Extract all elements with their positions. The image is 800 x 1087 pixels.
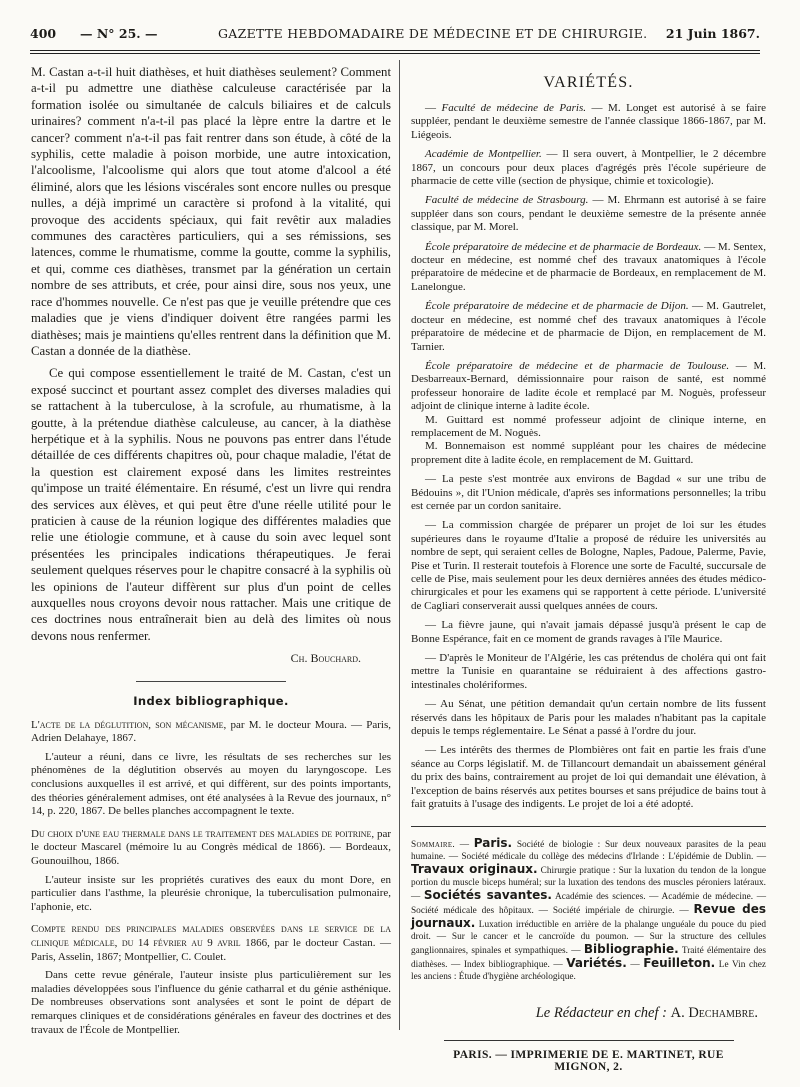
summary-heading: Paris. <box>473 835 513 850</box>
news-item: — Faculté de médecine de Paris. — M. Longet est autorisé à se faire suppléer, pendant le deuxième semestre de l'année classique 1866-1867, par M. Liégeois. <box>411 102 767 141</box>
journal-title: GAZETTE HEBDOMADAIRE DE MÉDECINE ET DE CHIRURGIE. <box>218 26 648 41</box>
summary-block: Sommaire. — Paris. Société de biologie : Sur deux nouveaux parasites de la peau humaine. — Société médicale du collège des médecins d'Irlande : L'épidémie de Dublin. — Travaux originaux. Chirurgie pratique : Sur la luxation du tendon de la longue portion du muscle biceps huméral; sur la luxation des tendons des muscles péroniers latéraux. — Sociétés savantes. Académie des sciences. — Académie de médecine. — Société médicale des hôpitaux. — Société impériale de chirurgie. — Revue des journaux. Luxation irréductible en arrière de la phalange unguéale du pouce du pied droit. — Sur le cancer et le cancroïde du poumon. — Sur la structure des cellules ganglionnaires, spinales et sympathiques. — Bibliographie. Traité élémentaire des diathèses. — Index bibliographique. — Variétés. — Feuilleton. Le Vin chez les anciens : Étude d'hygiène archéologique. <box>411 835 767 982</box>
news-item <box>411 360 766 414</box>
summary-separator <box>411 826 766 827</box>
news-item <box>411 194 766 234</box>
right-column <box>411 64 766 1073</box>
news-lead: Faculté de médecine de Paris. <box>441 102 587 114</box>
column-divider <box>399 60 400 1030</box>
news-lead: École préparatoire de médecine et de pharmacie de Bordeaux. <box>425 240 702 253</box>
issue-number: — N° 25. — <box>80 26 158 41</box>
news-item: — La commission chargée de préparer un projet de loi sur les études supérieures dans le royaume d'Italie a proposé de réduire les universités au nombre de sept, qui seraient celles de Bologne, Naples, Padoue, Palerme, Pavie, Pise et Turin. Il resterait toutefois à Florence une sorte de Faculté, succursale de celle de Pise, mais seulement pour les deux dernières années des études médico-chirurgicales et pour les examens qui se rapportent à cette période. L'université de Cagliari conserverait aussi quelques années de cours. <box>411 519 766 612</box>
news-item: M. Guittard est nommé professeur adjoint de clinique interne, en remplacement de M. Noguès. <box>411 413 766 439</box>
reference-body: L'auteur insiste sur les propriétés curatives des eaux du mont Dore, en particulier dans l'asthme, la pleurésie chronique, la tuberculisation pulmonaire, l'aphonie, etc. <box>31 873 391 913</box>
news-text: — M. Ehrmann est autorisé à se faire suppléer dans son cours, pendant le deuxième semestre de la présente année classique, par M. Morel. <box>411 194 766 234</box>
editor-label: Le Rédacteur en chef : <box>535 1004 667 1021</box>
news-item: — Les intérêts des thermes de Plombières ont fait en partie les frais d'une séance au Corps législatif. M. de Tillancourt demandait un abaissement général du prix des bains, contrairement au projet de loi qui demandait une élévation, à l'exception de bains réservés aux petites bourses et sans préjudice de bains tout à fait gratuits à l'usage des indigents. Le projet de loi a été adopté. <box>411 744 766 811</box>
reference-title: Compte rendu des principales maladies observées dans le service de la clinique médicale, du 14 février au 9 avril 1866, <box>31 923 391 949</box>
article-paragraph: M. Castan a-t-il huit diathèses, et huit diathèses seulement? Comment a-t-il pu admettre une diathèse calculeuse caractérisée par la formation isolée ou simultanée de calculs biliaires et de calculs urinaires? comment n'a-t-il pas placé la lèpre entre la dartre et le cancer? comment n'a-t-il pas fait rentrer dans son étude, à côté de la syphilis, cette maladie à poison morbide, une autre intoxication, l'alcoolisme, l'alcoolisme qui alors que tout atome d'alcool a été éliminé, alors que les lésions viscérales sont encore nulles ou presque nulles, a déjà imprimé un caractère si profond à la vitalité, qui provoque des accidents spéciaux, qui fait revêtir aux maladies communes des caractères particuliers, qui a ses rémissions, ses latences, comme le rhumatisme, comme la goutte, comme la syphilis, et qui, comme ces diathèses, transmet par la génération un certain nombre de ses attributs, et crée, pour ainsi dire, sous nos yeux, une race d'hommes nouvelle. Ce n'est pas que je veuille prétendre que ces maladies que je viens d'indiquer doivent être rangées parmi les diathèses; mais je maintiens qu'elles rentrent dans la définition que M. Castan a donnée de la diathèse. <box>31 65 391 358</box>
news-lead: Faculté de médecine de Strasbourg. <box>425 194 589 207</box>
editor-name: A. Dechambre. <box>670 1004 758 1021</box>
news-item: — La fièvre jaune, qui n'avait jamais dépassé jusqu'à présent le cap de Bonne Espérance, fait en ce moment de grands ravages à l'île Maurice. <box>411 619 766 645</box>
reference-entry <box>31 719 391 819</box>
news-text: — M. Desbarreaux-Bernard, démissionnaire pour raison de santé, est nommé professeur honoraire de ladite école et remplacé par M. Noguès, professeur adjoint de clinique interne à ladite école. <box>411 359 766 413</box>
review-article <box>31 64 391 667</box>
news-item: — D'après le Moniteur de l'Algérie, les cas prétendus de choléra qui ont fait mettre la Tunisie en quarantaine se réduiraient à des affections gastro-intestinales cholériformes. <box>411 652 766 691</box>
reference-body: L'auteur a réuni, dans ce livre, les résultats de ses recherches sur les phénomènes de la déglutition observés au moyen du laryngoscope. Les conclusions auxquelles il est arrivé, et qui diffèrent, sur des points importants, des théories généralement admises, ont été analysées à la Revue des journaux, n° 14, p. 220, 1867. De belles planches accompagnent le texte. <box>31 750 391 818</box>
summary-heading: Bibliographie. <box>583 941 679 956</box>
news-lead: École préparatoire de médecine et de pharmacie de Dijon. <box>425 300 689 313</box>
summary-heading: Feuilleton. <box>643 955 716 970</box>
editor-line <box>411 1005 766 1022</box>
reference-body: Dans cette revue générale, l'auteur insiste plus particulièrement sur les maladies développées sous l'influence du génie catharral et du génie asthénique. De nombreuses observations sont analysées et sont le point de départ de remarques cliniques et de considérations générales en faveur des doctrines et des travaux de l'École de Montpellier. <box>31 969 391 1036</box>
news-item: — La peste s'est montrée aux environs de Bagdad « sur une tribu de Bédouins », dit l'Union médicale, d'après ses informations personnelles; la tribu est cernée par un cordon sanitaire. <box>411 473 766 512</box>
news-lead: Académie de Montpellier. <box>425 148 542 161</box>
header-rule <box>30 50 760 51</box>
reference-citation: par M. le docteur Moura. — Paris, Adrien Delahaye, 1867. <box>31 718 392 745</box>
news-item <box>411 148 766 188</box>
summary-heading: Variétés. <box>566 955 627 970</box>
printer-imprint: PARIS. — IMPRIMERIE DE E. MARTINET, RUE MIGNON, 2. <box>444 1040 734 1073</box>
news-lead: École préparatoire de médecine et de pharmacie de Toulouse. <box>425 359 730 372</box>
article-signature: Ch. Bouchard. <box>290 651 361 666</box>
left-column <box>31 64 391 1046</box>
reference-entry <box>31 923 391 1037</box>
reference-citation: par le docteur Castan. — Paris, Asselin, 1867; Montpellier, C. Coulet. <box>31 936 392 963</box>
summary-heading: Travaux originaux. <box>411 861 538 876</box>
summary-heading: Revue des journaux. <box>411 901 766 930</box>
reference-title: L'acte de la déglutition, son mécanisme, <box>31 718 227 731</box>
article-paragraph: Ce qui compose essentiellement le traité de M. Castan, c'est un exposé succinct et pourtant assez complet des diverses maladies qui se rattachent à la tuberculose, à la scrofule, au rhumatisme, à la goutte, à la prétendue diathèse calculeuse, au cancer, à la diathèse herpétique et à la syphilis. Nous ne pouvons pas entrer dans l'étude détaillée de ces différents chapitres où, pour chaque maladie, l'état de la question est clairement exposé dans les limites restreintes qu'impose un traité élémentaire. En résumé, c'est un livre qui rendra des services aux élèves, et qui peut être d'une réelle utilité pour le praticien à cause de la réunion logique des différentes maladies que relie une étiologie commune, et à cause du soin avec lequel sont présentées les principales indications thérapeutiques. Je ferai seulement quelques réserves pour le chapitre consacré à la syphilis où les opinions de l'auteur diffèrent sur plus d'un point de celles auxquelles nous croyons devoir nous rattacher. Mais une critique de ces doctrines nous entraînerait bien au delà des limites où nous devons nous renfermer. <box>31 366 391 643</box>
news-text: — M. Gautrelet, docteur en médecine, est nommé chef des travaux anatomiques à l'école préparatoire de médecine et de pharmacie de Dijon, en remplacement de M. Tarnier. <box>411 300 766 353</box>
news-item: — Au Sénat, une pétition demandait qu'un certain nombre de lits fussent réservés dans les hôpitaux de Paris pour les malades n'habitant pas la capitale depuis le temps réglementaire. Le Sénat a passé à l'ordre du jour. <box>411 698 766 738</box>
reference-entry <box>31 828 391 915</box>
summary-label: Sommaire. <box>411 839 456 850</box>
page-number: 400 <box>30 26 57 41</box>
news-text: — Il sera ouvert, à Montpellier, le 2 décembre 1867, un concours pour deux places d'agrégés près l'école supérieure de pharmacie de cette ville (section de physique, chimie et toxicologie). <box>411 148 766 188</box>
issue-date: 21 Juin 1867. <box>665 26 760 41</box>
news-item <box>411 300 766 354</box>
news-item <box>411 241 766 295</box>
section-title-varietes: VARIÉTÉS. <box>543 74 634 91</box>
section-separator <box>136 681 286 682</box>
reference-citation: par le docteur Mascarel (mémoire lu au Congrès médical de 1866). — Bordeaux, Gounouilhou, 1866. <box>31 827 391 867</box>
summary-heading: Sociétés savantes. <box>423 887 552 902</box>
index-title: Index bibliographique. <box>133 693 289 708</box>
reference-title: Du choix d'une eau thermale dans le traitement des maladies de poitrine, <box>31 827 375 840</box>
page-header <box>30 26 760 48</box>
news-text: — M. Longet est autorisé à se faire suppléer, pendant le deuxième semestre de l'année classique 1866-1867, par M. Liégeois. <box>411 102 767 141</box>
news-item: M. Bonnemaison est nommé suppléant pour les chaires de médecine proprement dite à ladite école, en remplacement de M. Guittard. <box>411 440 766 466</box>
header-rule-double <box>30 53 760 54</box>
news-text: — M. Sentex, docteur en médecine, est nommé chef des travaux anatomiques à l'école préparatoire de médecine et de pharmacie de Bordeaux, en remplacement de M. Lanelongue. <box>411 240 766 293</box>
